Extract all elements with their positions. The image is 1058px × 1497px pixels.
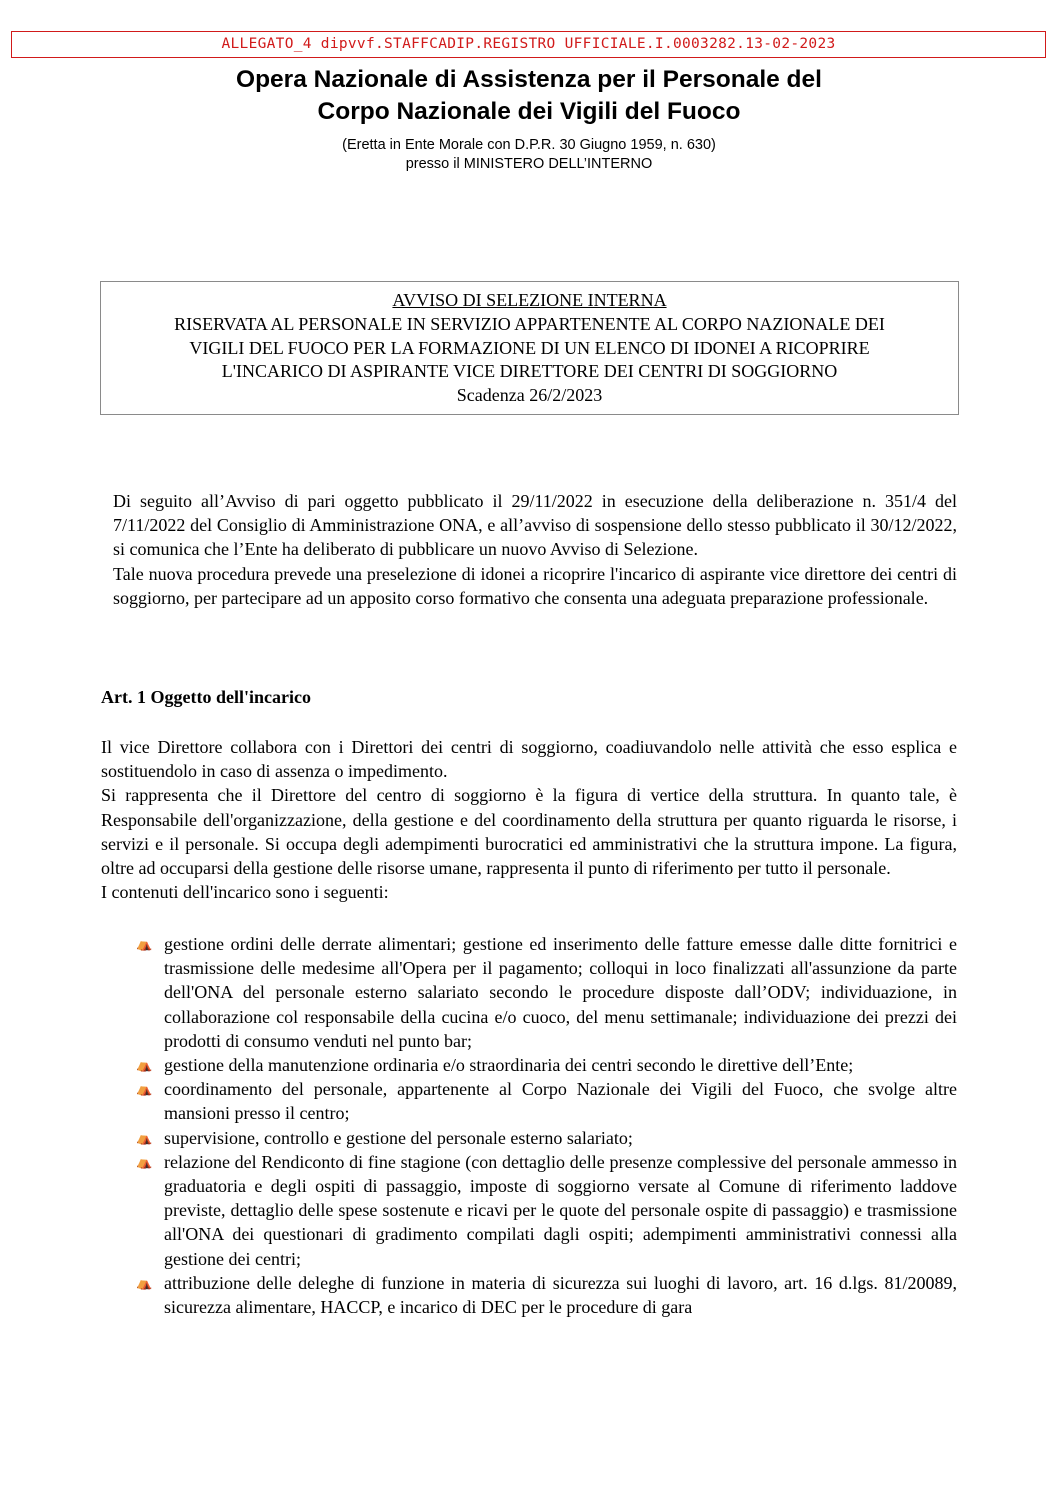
list-item [136, 1126, 957, 1150]
list-item-text: relazione del Rendiconto di fine stagione (con dettaglio delle presenze complessive del personale ammesso in graduatoria e degli ospiti di passaggio, imposte di soggiorno versate al Comune di riferimento laddove previste, dettaglio delle spese sostenute e ricavi per le quote del personale ospite di passaggio) e trasmissione all'ONA dei questionari di gradimento compilati dagli ospiti; adempimenti amministrativi connessi alla gestione dei centri; [164, 1151, 957, 1269]
notice-line-1: RISERVATA AL PERSONALE IN SERVIZIO APPARTENENTE AL CORPO NAZIONALE DEI [174, 313, 885, 334]
duties-list [136, 932, 957, 1319]
article-1-heading: Art. 1 Oggetto dell'incarico [101, 687, 311, 707]
organization-title-line-2: Corpo Nazionale dei Vigili del Fuoco [317, 98, 741, 125]
organization-subtitle-line-1: (Eretta in Ente Morale con D.P.R. 30 Giugno 1959, n. 630) [342, 137, 716, 153]
list-item-text: gestione ordini delle derrate alimentari; gestione ed inserimento delle fatture emesse dalle ditte fornitrici e trasmissione delle medesime all'Opera per il pagamento; colloqui in loco finalizzati all'assunzione da parte dell'ONA del personale esterno salariato secondo le procedure disposte dall’ODV; individuazione, in collaborazione col responsabile della cucina e/o cuoco, del menu settimanale; individuazione dei prezzi dei prodotti di consumo venduti nel punto bar; [164, 934, 957, 1051]
tent-bullet-icon: ⛺ [136, 1081, 153, 1097]
notice-box [100, 281, 959, 415]
notice-line-3: L'INCARICO DI ASPIRANTE VICE DIRETTORE DEI CENTRI DI SOGGIORNO [221, 361, 838, 382]
list-item [136, 1053, 957, 1077]
protocol-stamp: ALLEGATO_4 dipvvf.STAFFCADIP.REGISTRO UFFICIALE.I.0003282.13-02-2023 [11, 31, 1046, 58]
intro-section [113, 489, 957, 610]
article-1-paragraph-2: Si rappresenta che il Direttore del centro di soggiorno è la figura di vertice della struttura. In quanto tale, è Responsabile dell'organizzazione, della gestione e del coordinamento della struttura per quanto riguarda le risorse, i servizi e il personale. Si occupa degli adempimenti burocratici ed amministrativi che la struttura impone. La figura, oltre ad occuparsi della gestione delle risorse umane, rappresenta il punto di riferimento per tutto il personale. [101, 785, 957, 879]
tent-bullet-icon: ⛺ [136, 936, 153, 951]
article-1-paragraph-1: Il vice Direttore collabora con i Direttori dei centri di soggiorno, coadiuvandolo nelle attività che esso esplica e sostituendolo in caso di assenza o impedimento. [101, 737, 957, 782]
intro-paragraph-2: Tale nuova procedura prevede una preselezione di idonei a ricoprire l'incarico di aspirante vice direttore dei centri di soggiorno, per partecipare ad un apposito corso formativo che consenta una adeguata preparazione professionale. [113, 563, 957, 608]
organization-subtitle [0, 136, 1058, 174]
tent-bullet-icon: ⛺ [136, 1274, 153, 1290]
list-item [136, 1150, 957, 1271]
list-item-text: gestione della manutenzione ordinaria e/o straordinaria dei centri secondo le direttive dell’Ente; [164, 1055, 854, 1076]
list-item [136, 1077, 957, 1125]
organization-subtitle-line-2: presso il MINISTERO DELL’INTERNO [405, 156, 653, 172]
tent-bullet-icon: ⛺ [136, 1057, 153, 1073]
organization-title-line-1: Opera Nazionale di Assistenza per il Personale del [236, 66, 822, 93]
list-item [136, 1271, 957, 1319]
list-item-text: attribuzione delle deleghe di funzione in materia di sicurezza sui luoghi di lavoro, art. 16 d.lgs. 81/20089, sicurezza alimentare, HACCP, e incarico di DEC per le procedure di gara [164, 1272, 957, 1318]
tent-bullet-icon: ⛺ [136, 1129, 153, 1145]
list-item [136, 932, 957, 1053]
article-1-paragraph-3: I contenuti dell'incarico sono i seguenti: [101, 882, 389, 903]
organization-title [0, 64, 1058, 128]
list-item-text: coordinamento del personale, appartenente al Corpo Nazionale dei Vigili del Fuoco, che svolge altre mansioni presso il centro; [164, 1079, 957, 1124]
notice-heading: AVVISO DI SELEZIONE INTERNA [392, 290, 667, 310]
notice-deadline: Scadenza 26/2/2023 [456, 385, 603, 406]
intro-paragraph-1: Di seguito all’Avviso di pari oggetto pubblicato il 29/11/2022 in esecuzione della deliberazione n. 351/4 del 7/11/2022 del Consiglio di Amministrazione ONA, e all’avviso di sospensione dello stesso pubblicato il 30/12/2022, si comunica che l’Ente ha deliberato di pubblicare un nuovo Avviso di Selezione. [113, 491, 957, 560]
list-item-text: supervisione, controllo e gestione del personale esterno salariato; [164, 1127, 633, 1148]
notice-line-2: VIGILI DEL FUOCO PER LA FORMAZIONE DI UN ELENCO DI IDONEI A RICOPRIRE [189, 337, 870, 358]
article-1-body [101, 735, 957, 904]
tent-bullet-icon: ⛺ [136, 1153, 153, 1169]
